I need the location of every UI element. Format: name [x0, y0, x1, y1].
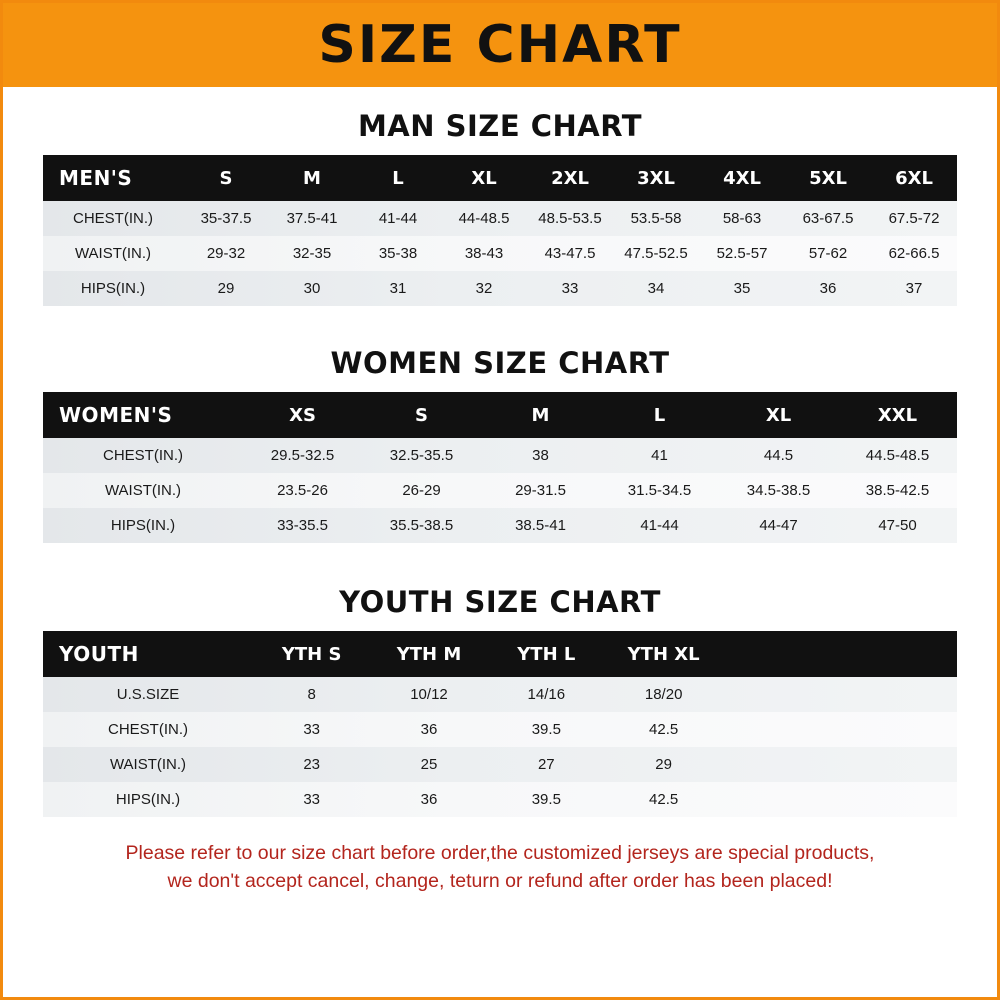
table-row: [43, 782, 957, 817]
cell: 39.5: [531, 791, 561, 808]
cell: 36: [819, 280, 837, 297]
women-col-header: L: [653, 404, 666, 426]
cell: [722, 747, 839, 782]
man-size-table: [43, 155, 957, 306]
women-col-header: XXL: [877, 404, 918, 426]
table-header-row: [43, 631, 957, 677]
order-policy-note: [17, 839, 983, 896]
cell: 37: [905, 280, 923, 297]
size-chart-sections: [3, 109, 997, 817]
man-section-title: MAN SIZE CHART: [357, 109, 643, 143]
cell: 34: [647, 280, 665, 297]
table-row: [43, 677, 957, 712]
cell: [840, 712, 957, 747]
cell: [722, 712, 839, 747]
row-label: HIPS(IN.): [80, 280, 146, 297]
cell: 39.5: [531, 721, 561, 738]
cell: 29: [217, 280, 235, 297]
row-label: CHEST(IN.): [108, 721, 188, 738]
row-label: HIPS(IN.): [110, 517, 176, 534]
cell: 48.5-53.5: [538, 210, 602, 227]
note-line-2: we don't accept cancel, change, teturn or refund after order has been placed!: [167, 870, 833, 893]
table-row: [43, 747, 957, 782]
man-col-header: 2XL: [551, 167, 589, 189]
page-banner: [3, 3, 997, 87]
man-col-header: M: [303, 167, 321, 189]
cell: 30: [303, 280, 321, 297]
row-label: HIPS(IN.): [115, 791, 181, 808]
table-row: [43, 508, 957, 543]
man-corner-label: MEN'S: [59, 166, 133, 190]
women-col-header: M: [531, 404, 550, 426]
row-label: WAIST(IN.): [74, 245, 152, 262]
cell: 23.5-26: [277, 482, 328, 499]
cell: 31.5-34.5: [627, 482, 692, 499]
cell: 23: [303, 756, 320, 773]
table-row: [43, 473, 957, 508]
cell: 10/12: [410, 686, 448, 703]
man-col-header: 4XL: [723, 167, 761, 189]
cell: 35.5-38.5: [389, 517, 454, 534]
cell: 44.5: [763, 447, 794, 464]
table-row: [43, 236, 957, 271]
row-label: WAIST(IN.): [109, 756, 187, 773]
cell: 25: [420, 756, 438, 773]
note-line-1: Please refer to our size chart before order,the customized jerseys are special products,: [125, 842, 875, 864]
cell: 8: [307, 686, 316, 703]
cell: 36: [420, 721, 438, 738]
youth-size-table: [43, 631, 957, 817]
cell: 52.5-57: [716, 245, 768, 262]
cell: 58-63: [722, 210, 762, 227]
cell: 14/16: [527, 686, 566, 703]
cell: 37.5-41: [286, 210, 338, 227]
table-row: [43, 712, 957, 747]
cell: 35-38: [378, 245, 418, 262]
man-col-header: XL: [471, 167, 497, 189]
women-corner-label: WOMEN'S: [59, 403, 173, 427]
cell: 38.5-41: [515, 517, 566, 534]
cell: 41-44: [378, 210, 418, 227]
youth-col-header: [840, 631, 957, 677]
cell: [840, 677, 957, 712]
cell: 57-62: [808, 245, 848, 262]
cell: 33-35.5: [277, 517, 328, 534]
cell: 41-44: [640, 517, 679, 534]
table-row: [43, 271, 957, 306]
cell: 32-35: [292, 245, 332, 262]
cell: 38.5-42.5: [865, 482, 930, 499]
cell: 29-32: [206, 245, 246, 262]
cell: 53.5-58: [630, 210, 682, 227]
page-title: SIZE CHART: [318, 15, 682, 75]
women-size-table: [43, 392, 957, 543]
cell: 67.5-72: [888, 210, 940, 227]
man-col-header: S: [219, 167, 233, 189]
cell: 63-67.5: [802, 210, 854, 227]
women-section-title: WOMEN SIZE CHART: [330, 346, 670, 380]
cell: 36: [420, 791, 438, 808]
youth-col-header: YTH M: [396, 643, 462, 665]
cell: 29: [655, 756, 672, 773]
women-col-header: XS: [289, 404, 316, 426]
cell: 34.5-38.5: [746, 482, 811, 499]
cell: [722, 782, 839, 817]
row-label: CHEST(IN.): [73, 210, 153, 227]
youth-col-header: YTH S: [281, 643, 342, 665]
cell: 29.5-32.5: [270, 447, 335, 464]
row-label: CHEST(IN.): [103, 447, 183, 464]
women-col-header: S: [415, 404, 428, 426]
women-col-header: XL: [765, 404, 792, 426]
cell: 35-37.5: [200, 210, 252, 227]
cell: 18/20: [644, 686, 683, 703]
table-row: [43, 438, 957, 473]
cell: 42.5: [649, 721, 679, 738]
cell: 38-43: [464, 245, 504, 262]
cell: 26-29: [402, 482, 441, 499]
cell: 33: [561, 280, 579, 297]
cell: 32.5-35.5: [389, 447, 454, 464]
man-col-header: 6XL: [895, 167, 933, 189]
cell: 44-47: [759, 517, 798, 534]
cell: 41: [651, 447, 668, 464]
cell: 33: [303, 721, 320, 738]
man-col-header: 3XL: [637, 167, 675, 189]
table-header-row: [43, 392, 957, 438]
youth-col-header: [722, 631, 839, 677]
cell: [840, 747, 957, 782]
table-header-row: [43, 155, 957, 201]
cell: 47-50: [878, 517, 917, 534]
cell: 32: [475, 280, 493, 297]
man-col-header: L: [392, 167, 404, 189]
youth-section-title: YOUTH SIZE CHART: [339, 585, 661, 619]
row-label: WAIST(IN.): [104, 482, 182, 499]
cell: 44.5-48.5: [865, 447, 930, 464]
row-label: U.S.SIZE: [116, 686, 180, 703]
cell: 44-48.5: [458, 210, 510, 227]
cell: 43-47.5: [544, 245, 596, 262]
cell: 62-66.5: [888, 245, 940, 262]
table-row: [43, 201, 957, 236]
cell: [840, 782, 957, 817]
youth-col-header: YTH L: [517, 643, 576, 665]
cell: 35: [733, 280, 751, 297]
man-col-header: 5XL: [809, 167, 847, 189]
cell: 33: [303, 791, 320, 808]
youth-col-header: YTH XL: [627, 643, 700, 665]
cell: [722, 677, 839, 712]
cell: 42.5: [649, 791, 679, 808]
cell: 27: [537, 756, 555, 773]
youth-corner-label: YOUTH: [59, 642, 139, 666]
cell: 29-31.5: [515, 482, 566, 499]
cell: 38: [532, 447, 549, 464]
cell: 47.5-52.5: [624, 245, 688, 262]
cell: 31: [389, 280, 407, 297]
